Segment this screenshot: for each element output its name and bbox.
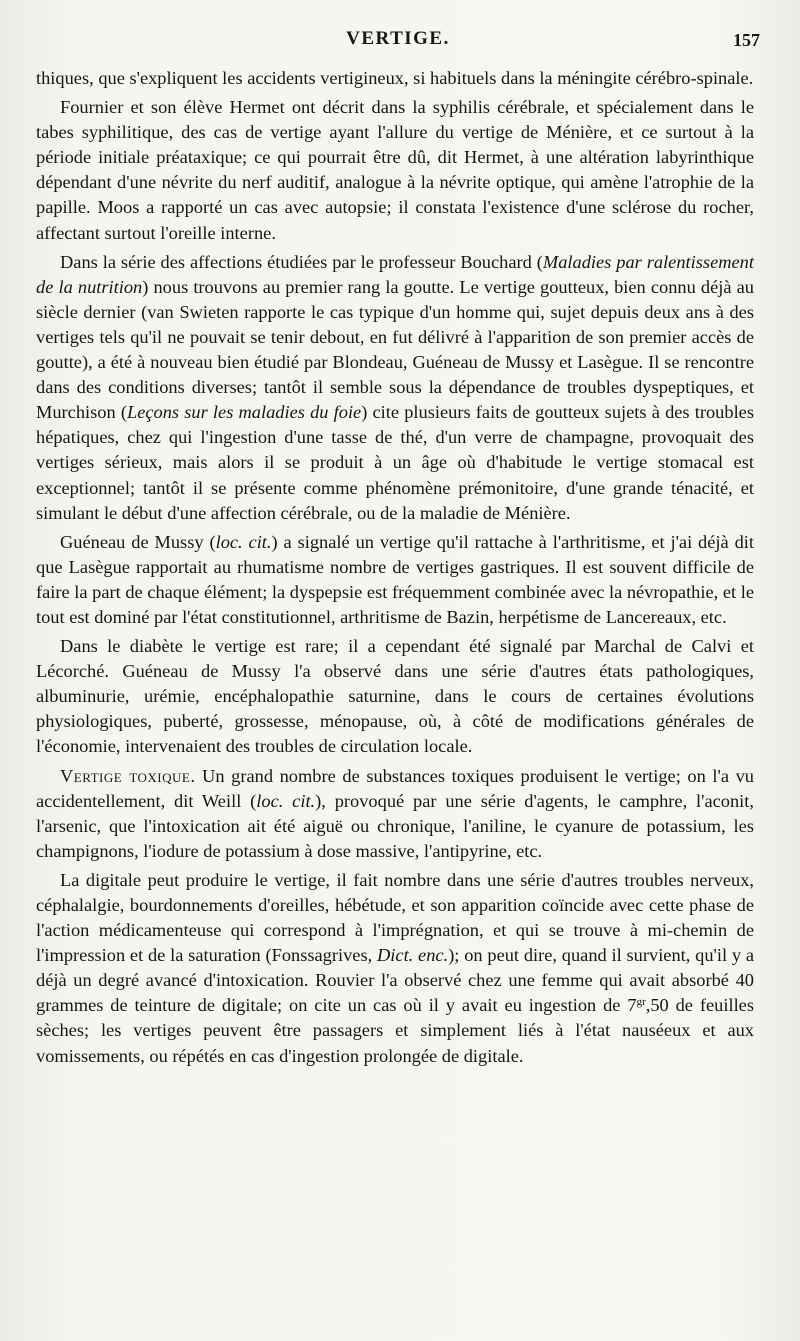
running-head xyxy=(36,28,760,54)
paragraph-7 xyxy=(36,868,754,1069)
running-title: VERTIGE. xyxy=(346,28,450,49)
paragraph-1: thiques, que s'expliquent les accidents vertigineux, si habituels dans la méningite cérébro-spinale. xyxy=(36,68,754,88)
citation-loc-cit: loc. cit. xyxy=(215,531,272,552)
unit-superscript: gr xyxy=(636,996,646,1009)
paragraph-4-text-a: Guéneau de Mussy ( xyxy=(60,531,216,552)
page-number: 157 xyxy=(733,30,760,50)
paragraph-2: Fournier et son élève Hermet ont décrit dans la syphilis cérébrale, et spécialement dans le tabes syphilitique, des cas de vertige ayant l'allure du vertige de Ménière, et ce surtout à la période initiale préataxique; ce qui pourrait être dû, dit Hermet, à une altération labyrinthique dépendant d'une névrite du nerf auditif, analogue à la névrite optique, qui amène l'atrophie de la papille. Moos a rapporté un cas avec autopsie; il constata l'existence d'une sclérose du rocher, affectant surtout l'oreille interne. xyxy=(36,97,754,243)
paragraph-7-text-c: ,50 de feuilles sèches; les vertiges peuvent être passagers et simplement liés à l'état nauséeux et aux vomissements, ou répétés en cas d'ingestion prolongée de digitale. xyxy=(36,995,754,1066)
paragraph-3-text-a: Dans la série des affections étudiées par le professeur Bouchard ( xyxy=(60,251,543,272)
paragraph-3-text-c: ) cite plusieurs faits de goutteux sujets à des troubles hépatiques, chez qui l'ingestion d'une tasse de thé, d'un verre de champagne, provoquait des vertiges sérieux, mais alors il se produit à un âge où d'habitude le vertige stomacal est exceptionnel; tantôt il se présente comme phénomène prémonitoire, d'une grande ténacité, et simulant le début d'une affection cérébrale, ou de la maladie de Ménière. xyxy=(36,402,754,523)
paragraph-7-text-b: ); on peut dire, quand il survient, qu'il y a déjà un degré avancé d'intoxication. Rouvier l'a observé chez une femme qui avait absorbé 40 grammes de teinture de digitale; on cite un cas où il y avait eu ingestion de 7 xyxy=(36,945,754,1016)
section-heading-vertige-toxique: Vertige toxique. xyxy=(60,765,196,786)
paragraph-4-text-b: ) a signalé un vertige qu'il rattache à l'arthritisme, et j'ai déjà dit que Lasègue rapportait au rhumatisme nombre de vertiges gastriques. Il est souvent difficile de faire la part de chaque élément; la dyspepsie est fréquemment combinée avec la névropathie, et le tout est dominé par l'état constitutionnel, arthritisme de Bazin, herpétisme de Lancereaux, etc. xyxy=(36,531,754,627)
paragraph-3 xyxy=(36,250,754,526)
citation-weill: loc. cit. xyxy=(256,790,316,811)
citation-bouchard: Maladies par ralentissement de la nutrition xyxy=(36,251,754,297)
paragraph-6-text-b: ), provoqué par une série d'agents, le camphre, l'aconit, l'arsenic, que l'intoxication ait été aiguë ou chronique, l'aniline, le cyanure de potassium, les champignons, l'iodure de potassium à dose massive, l'antipyrine, etc. xyxy=(36,790,754,861)
paragraph-4 xyxy=(36,530,754,630)
paragraph-6-text-a: Un grand nombre de substances toxiques produisent le vertige; on l'a vu accidentellement, dit Weill ( xyxy=(36,765,755,811)
body-text xyxy=(36,66,754,1073)
citation-murchison: Leçons sur les maladies du foie xyxy=(126,402,362,423)
paragraph-5: Dans le diabète le vertige est rare; il a cependant été signalé par Marchal de Calvi et Lécorché. Guéneau de Mussy l'a observé dans une série d'autres états pathologiques, albuminurie, urémie, encéphalopathie saturnine, dans le cours de certaines évolutions physiologiques, puberté, grossesse, ménopause, où, à côté de modifications générales de l'économie, intervenaient des troubles de circulation locale. xyxy=(36,636,754,757)
paragraph-3-text-b: ) nous trouvons au premier rang la goutte. Le vertige goutteux, bien connu déjà au siècle dernier (van Swieten rapporte le cas typique d'un homme qui, sujet depuis deux ans à des vertiges tels qu'il ne pouvait se tenir debout, en fut délivré à l'apparition de son premier accès de goutte), a été à nouveau bien étudié par Blondeau, Guéneau de Mussy et Lasègue. Il se rencontre dans des conditions diverses; tantôt il semble sous la dépendance de troubles dyspeptiques, et Murchison ( xyxy=(36,276,754,423)
paragraph-6 xyxy=(36,764,754,864)
citation-fonssagrives: Dict. enc. xyxy=(377,945,449,966)
paragraph-7-text-a: La digitale peut produire le vertige, il fait nombre dans une série d'autres troubles nerveux, céphalalgie, bourdonnements d'oreilles, hébétude, et son apparition coïncide avec cette phase de l'action médicamenteuse qui correspond à l'imprégnation, et qui se trouve à mi-chemin de l'impression et de la saturation (Fonssagrives, xyxy=(36,869,754,966)
